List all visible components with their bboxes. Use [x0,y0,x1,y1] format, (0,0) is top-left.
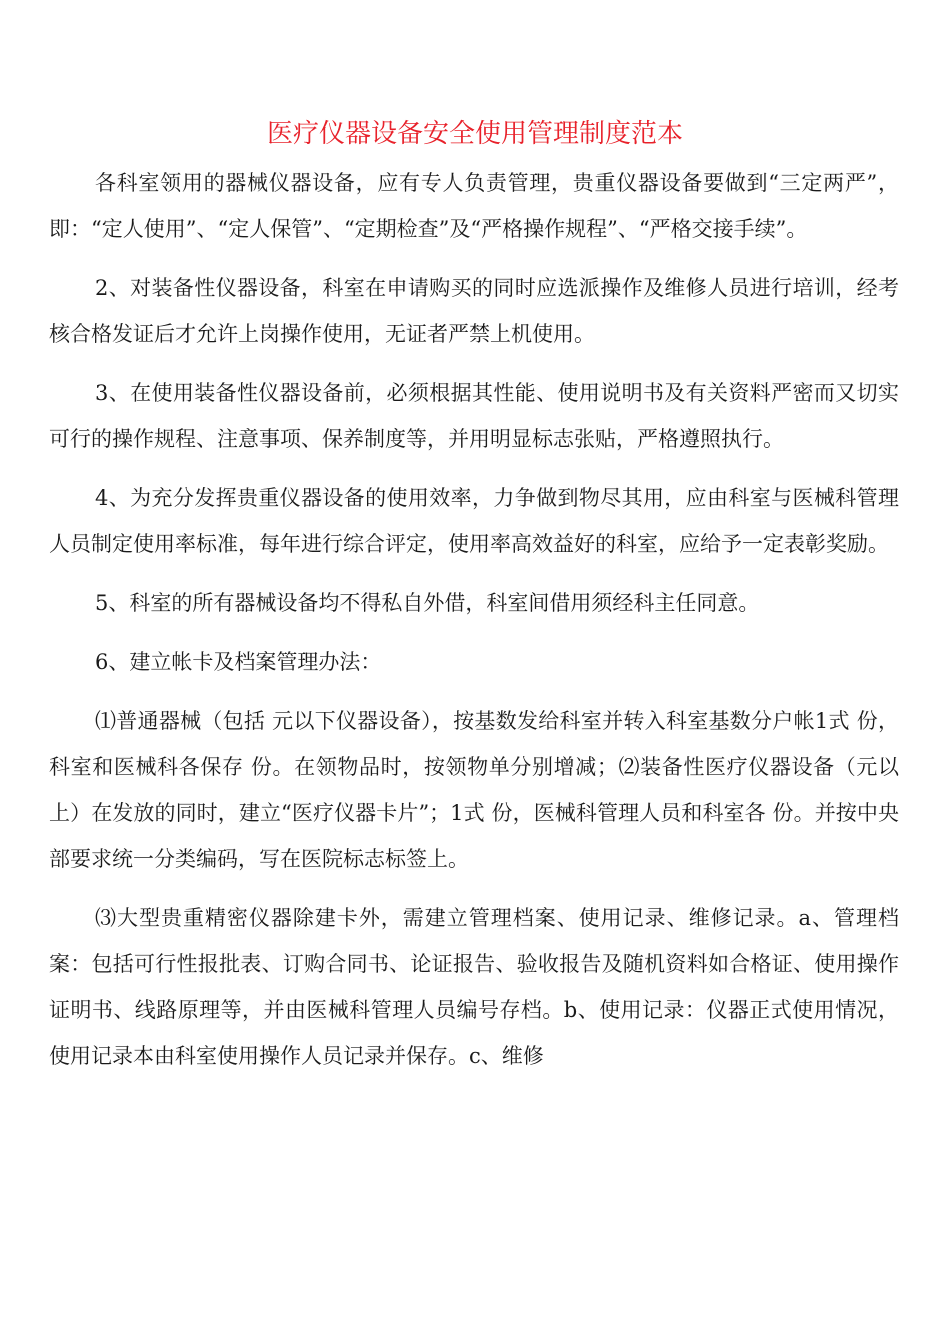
paragraph-item-3: 3、在使用装备性仪器设备前，必须根据其性能、使用说明书及有关资料严密而又切实可行的操作规程、注意事项、保养制度等，并用明显标志张贴，严格遵照执行。 [49,381,899,451]
document-body [49,160,899,1092]
document-title: 医疗仪器设备安全使用管理制度范本 [266,119,683,149]
paragraph-item-5: 5、科室的所有器械设备均不得私自外借，科室间借用须经科主任同意。 [95,591,760,615]
paragraph-item-4: 4、为充分发挥贵重仪器设备的使用效率，力争做到物尽其用，应由科室与医械科管理人员制定使用率标准，每年进行综合评定，使用率高效益好的科室，应给予一定表彰奖励。 [49,486,899,556]
paragraph-intro: 各科室领用的器械仪器设备，应有专人负责管理，贵重仪器设备要做到“三定两严”，即：“定人使用”、“定人保管”、“定期检查”及“严格操作规程”、“严格交接手续”。 [49,171,899,241]
paragraph-item-6: 6、建立帐卡及档案管理办法： [95,650,382,674]
paragraph-item-2: 2、对装备性仪器设备，科室在申请购买的同时应选派操作及维修人员进行培训，经考核合格发证后才允许上岗操作使用，无证者严禁上机使用。 [49,276,899,346]
paragraph-subitem-3: ⑶大型贵重精密仪器除建卡外，需建立管理档案、使用记录、维修记录。a、管理档案：包括可行性报批表、订购合同书、论证报告、验收报告及随机资料如合格证、使用操作证明书、线路原理等，并由医械科管理人员编号存档。b、使用记录：仪器正式使用情况，使用记录本由科室使用操作人员记录并保存。c、维修 [49,906,899,1068]
paragraph-subitem-1-2: ⑴普通器械（包括 元以下仪器设备），按基数发给科室并转入科室基数分户帐1式 份，科室和医械科各保存 份。在领物品时，按领物单分别增减；⑵装备性医疗仪器设备（元以上）在发放的同时，建立“医疗仪器卡片”；1式 份，医械科管理人员和科室各 份。并按中央 部要求统一分类编码，写在医院标志标签上。 [49,709,899,871]
